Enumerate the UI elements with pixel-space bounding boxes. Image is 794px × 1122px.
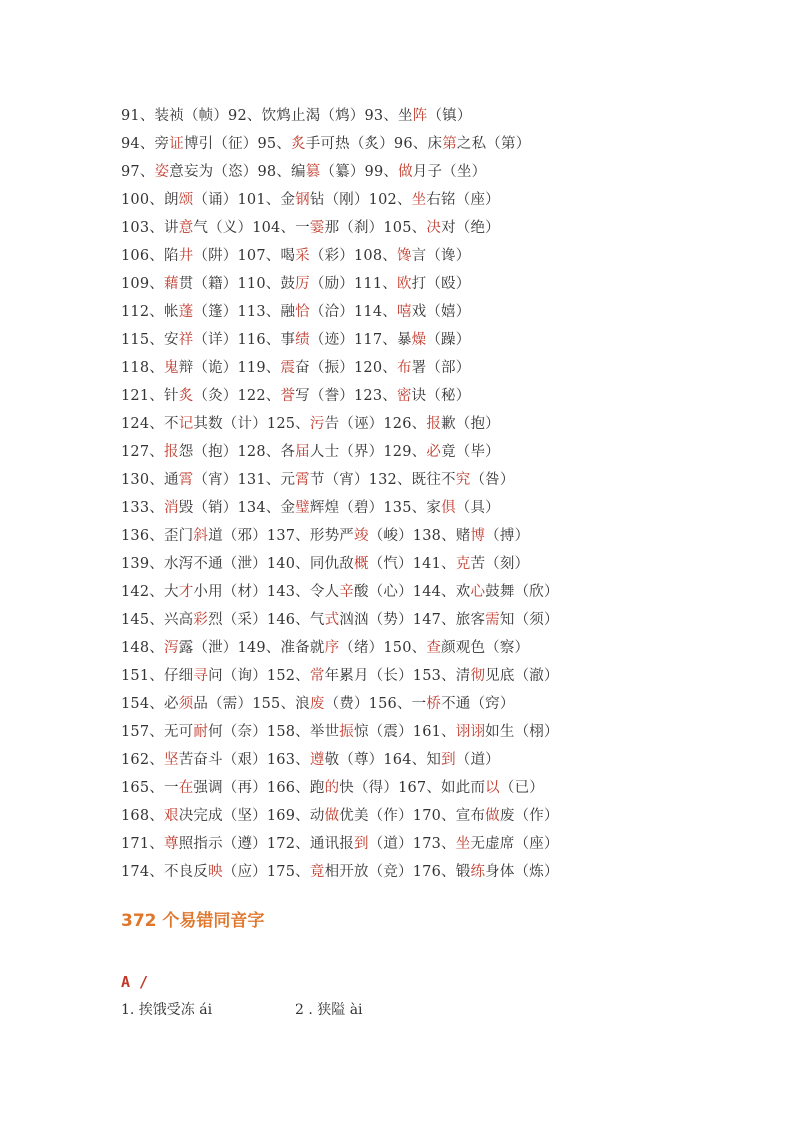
- error-character: 恰: [295, 304, 310, 320]
- line-text: 快（得）167、如此而: [339, 780, 486, 796]
- error-character: 映: [208, 864, 223, 880]
- line-text: （励）111、: [309, 276, 397, 292]
- list-line: [121, 494, 741, 522]
- entry-row: [121, 999, 363, 1021]
- error-character: 蓬: [178, 304, 194, 320]
- error-character: 做: [324, 808, 340, 824]
- line-text: （洽）114、: [309, 304, 397, 320]
- line-text: 142、大: [121, 584, 179, 600]
- line-text: 辉煌（碧）135、家: [309, 500, 442, 516]
- line-text: 歉（抱）: [441, 416, 500, 432]
- error-character: 藉: [163, 276, 179, 292]
- line-text: 168、: [121, 808, 164, 824]
- error-character: 寻: [193, 668, 209, 684]
- entry-item: 2 . 狭隘 ài: [295, 1002, 363, 1018]
- error-character: 废: [309, 696, 325, 712]
- error-character: 斜: [193, 528, 209, 544]
- line-text: 鼓舞（欣）: [485, 584, 559, 600]
- line-text: 124、不: [121, 416, 179, 432]
- line-text: 苦（刻）: [470, 556, 530, 572]
- error-character: 俱: [441, 500, 456, 516]
- error-character: 绩: [295, 332, 310, 348]
- error-character: 井: [178, 248, 194, 264]
- line-text: 意妄为（恣）98、编: [169, 164, 306, 180]
- line-text: （已）: [499, 780, 544, 796]
- list-line: [121, 858, 741, 886]
- line-text: （宵）131、元: [193, 472, 296, 488]
- line-text: 不通（窍）: [441, 696, 515, 712]
- error-character: 污: [309, 416, 325, 432]
- line-text: （彩）108、: [309, 248, 397, 264]
- error-character: 以: [485, 780, 500, 796]
- line-text: 身体（炼）: [485, 864, 559, 880]
- error-character: 璧: [295, 500, 310, 516]
- homophone-error-list: [121, 102, 741, 886]
- line-text: 优美（作）170、宣布: [339, 808, 486, 824]
- line-text: 知（须）: [499, 612, 559, 628]
- line-text: 如生（栩）: [485, 724, 559, 740]
- error-character: 祥: [178, 332, 194, 348]
- line-text: 174、不良反: [121, 864, 209, 880]
- line-text: 品（需）155、浪: [193, 696, 310, 712]
- line-text: （忾）141、: [368, 556, 456, 572]
- line-text: 109、: [121, 276, 164, 292]
- line-text: 气（义）104、一: [193, 220, 310, 236]
- error-character: 坐: [411, 192, 427, 208]
- group-letter-a: A /: [121, 973, 149, 991]
- line-text: 右铭（座）: [426, 192, 500, 208]
- line-text: 106、陷: [121, 248, 179, 264]
- line-text: （迹）117、暴: [309, 332, 412, 348]
- list-line: [121, 830, 741, 858]
- line-text: 其数（计）125、: [193, 416, 310, 432]
- line-text: （具）: [455, 500, 500, 516]
- error-character: 做: [485, 808, 500, 824]
- list-line: [121, 382, 741, 410]
- list-line: [121, 186, 741, 214]
- line-text: 废（作）: [499, 808, 559, 824]
- line-text: 署（部）: [411, 360, 471, 376]
- line-text: 贯（籍）110、鼓: [178, 276, 296, 292]
- error-character: 辛: [339, 584, 354, 600]
- error-character: 霎: [309, 220, 325, 236]
- line-text: （诵）101、金: [193, 192, 296, 208]
- line-text: （费）156、一: [324, 696, 427, 712]
- section-title: 372 个易错同音字: [121, 911, 265, 931]
- list-line: [121, 102, 741, 130]
- error-character: 常: [309, 668, 325, 684]
- error-character: 意: [178, 220, 194, 236]
- line-text: 121、针: [121, 388, 179, 404]
- line-text: 145、兴高: [121, 612, 194, 628]
- error-character: 到: [353, 836, 369, 852]
- line-text: 烈（采）146、气: [208, 612, 325, 628]
- error-character: 霄: [295, 472, 310, 488]
- list-line: [121, 466, 741, 494]
- line-text: 148、: [121, 640, 164, 656]
- error-character: 彩: [193, 612, 209, 628]
- line-text: 133、: [121, 500, 164, 516]
- line-text: 之私（第）: [456, 136, 531, 152]
- line-text: 奋（振）120、: [295, 360, 397, 376]
- error-character: 采: [295, 248, 310, 264]
- error-character: 到: [441, 752, 456, 768]
- list-line: [121, 690, 741, 718]
- error-character: 炙: [178, 388, 194, 404]
- error-character: 鬼: [163, 360, 179, 376]
- list-line: [121, 662, 741, 690]
- error-character: 炙: [291, 136, 306, 152]
- list-line: [121, 718, 741, 746]
- line-text: 年累月（长）153、清: [324, 668, 471, 684]
- line-text: 97、: [121, 164, 155, 180]
- line-text: （道）: [455, 752, 500, 768]
- line-text: 问（询）152、: [208, 668, 310, 684]
- error-character: 桥: [426, 696, 442, 712]
- list-line: [121, 242, 741, 270]
- list-line: [121, 774, 741, 802]
- error-character: 证: [169, 136, 184, 152]
- error-character: 的: [324, 780, 340, 796]
- error-character: 消: [163, 500, 179, 516]
- error-character: 在: [178, 780, 194, 796]
- line-text: 强调（再）166、跑: [193, 780, 325, 796]
- error-character: 誉: [280, 388, 296, 404]
- line-text: 154、必: [121, 696, 179, 712]
- line-text: 小用（材）143、令人: [193, 584, 340, 600]
- line-text: 何（奈）158、举世: [208, 724, 340, 740]
- line-text: 130、通: [121, 472, 179, 488]
- line-text: 打（殴）: [411, 276, 471, 292]
- list-line: [121, 438, 741, 466]
- line-text: 毁（销）134、金: [178, 500, 296, 516]
- line-text: 节（宵）132、既往不: [309, 472, 456, 488]
- list-line: [121, 802, 741, 830]
- line-text: 告（诬）126、: [324, 416, 427, 432]
- error-character: 艰: [163, 808, 179, 824]
- line-text: 151、仔细: [121, 668, 194, 684]
- line-text: 道（邪）137、形势严: [208, 528, 354, 544]
- line-text: （详）116、事: [193, 332, 296, 348]
- error-character: 燥: [411, 332, 427, 348]
- line-text: 诀（秘）: [411, 388, 471, 404]
- error-character: 需: [485, 612, 500, 628]
- line-text: 苦奋斗（艰）163、: [178, 752, 310, 768]
- error-character: 泻: [163, 640, 179, 656]
- error-character: 报: [426, 416, 442, 432]
- line-text: 手可热（炙）96、床: [305, 136, 443, 152]
- line-text: 对（绝）: [441, 220, 500, 236]
- error-character: 报: [163, 444, 179, 460]
- list-line: [121, 270, 741, 298]
- error-character: 彻: [470, 668, 486, 684]
- error-character: 查: [426, 640, 442, 656]
- line-text: 那（刹）105、: [324, 220, 427, 236]
- error-character: 尊: [163, 836, 179, 852]
- line-text: 165、一: [121, 780, 179, 796]
- list-line: [121, 298, 741, 326]
- line-text: 戏（嬉）: [411, 304, 471, 320]
- line-text: （应）175、: [222, 864, 310, 880]
- line-text: 钻（刚）102、: [309, 192, 412, 208]
- error-character: 须: [178, 696, 194, 712]
- error-character: 阵: [412, 108, 428, 124]
- error-character: 姿: [154, 164, 170, 180]
- line-text: 136、歪门: [121, 528, 194, 544]
- error-character: 概: [353, 556, 369, 572]
- line-text: 118、: [121, 360, 164, 376]
- line-text: 人士（界）129、: [309, 444, 427, 460]
- error-character: 嘻: [396, 304, 412, 320]
- error-character: 必: [426, 444, 442, 460]
- line-text: 惊（震）161、: [353, 724, 456, 740]
- line-text: （阱）107、喝: [193, 248, 296, 264]
- error-character: 才: [178, 584, 194, 600]
- error-character: 欧: [396, 276, 412, 292]
- line-text: 写（誊）123、: [295, 388, 397, 404]
- line-text: （镇）: [427, 108, 472, 124]
- error-character: 做: [398, 164, 413, 180]
- line-text: 100、朗: [121, 192, 179, 208]
- line-text: 103、讲: [121, 220, 179, 236]
- line-text: 怨（抱）128、各: [178, 444, 296, 460]
- error-character: 坐: [455, 836, 471, 852]
- line-text: 171、: [121, 836, 164, 852]
- error-character: 遵: [309, 752, 325, 768]
- line-text: 汹汹（势）147、旅客: [339, 612, 486, 628]
- line-text: 91、装祯（帧）92、饮鸩止渴（鸩）93、坐: [121, 108, 413, 124]
- list-line: [121, 634, 741, 662]
- error-character: 坚: [163, 752, 179, 768]
- error-character: 决: [426, 220, 442, 236]
- list-line: [121, 214, 741, 242]
- list-line: [121, 550, 741, 578]
- error-character: 竣: [353, 528, 369, 544]
- error-character: 诩诩: [455, 724, 486, 740]
- error-character: 博: [470, 528, 486, 544]
- line-text: 94、旁: [121, 136, 170, 152]
- error-character: 霄: [178, 472, 194, 488]
- line-text: 112、帐: [121, 304, 179, 320]
- line-text: （咎）: [470, 472, 515, 488]
- error-character: 届: [295, 444, 310, 460]
- list-line: [121, 410, 741, 438]
- error-character: 练: [470, 864, 486, 880]
- error-character: 式: [324, 612, 340, 628]
- line-text: 162、: [121, 752, 164, 768]
- error-character: 究: [455, 472, 471, 488]
- line-text: （搏）: [485, 528, 530, 544]
- list-line: [121, 606, 741, 634]
- error-character: 布: [396, 360, 412, 376]
- line-text: 敬（尊）164、知: [324, 752, 442, 768]
- line-text: 决完成（坚）169、动: [178, 808, 325, 824]
- line-text: 157、无可: [121, 724, 194, 740]
- line-text: 见底（澈）: [485, 668, 559, 684]
- line-text: 露（泄）149、准备就: [178, 640, 325, 656]
- error-character: 序: [324, 640, 340, 656]
- list-line: [121, 326, 741, 354]
- line-text: （峻）138、赌: [368, 528, 471, 544]
- line-text: （躁）: [426, 332, 471, 348]
- list-line: [121, 522, 741, 550]
- line-text: 照指示（遵）172、通讯报: [178, 836, 354, 852]
- list-line: [121, 578, 741, 606]
- list-line: [121, 746, 741, 774]
- list-line: [121, 158, 741, 186]
- list-line: [121, 354, 741, 382]
- error-character: 密: [396, 388, 412, 404]
- line-text: 月子（坐）: [412, 164, 487, 180]
- line-text: 言（谗）: [411, 248, 471, 264]
- list-line: [121, 130, 741, 158]
- line-text: 酸（心）144、欢: [353, 584, 471, 600]
- error-character: 振: [339, 724, 354, 740]
- entry-item: 1. 挨饿受冻 ái: [121, 1002, 213, 1018]
- error-character: 震: [280, 360, 296, 376]
- line-text: 无虚席（座）: [470, 836, 559, 852]
- error-character: 记: [178, 416, 194, 432]
- error-character: 第: [442, 136, 457, 152]
- error-character: 篡: [305, 164, 321, 180]
- line-text: （绪）150、: [339, 640, 427, 656]
- error-character: 颂: [178, 192, 194, 208]
- error-character: 竟: [309, 864, 325, 880]
- line-text: （道）173、: [368, 836, 456, 852]
- error-character: 厉: [295, 276, 310, 292]
- line-text: 辩（诡）119、: [178, 360, 281, 376]
- line-text: 博引（征）95、: [183, 136, 292, 152]
- line-text: 115、安: [121, 332, 179, 348]
- error-character: 克: [455, 556, 471, 572]
- line-text: 相开放（竞）176、锻: [324, 864, 471, 880]
- line-text: 139、水泻不通（泄）140、同仇敌: [121, 556, 354, 572]
- error-character: 耐: [193, 724, 209, 740]
- line-text: 竟（毕）: [441, 444, 500, 460]
- line-text: 颜观色（察）: [441, 640, 530, 656]
- error-character: 馋: [396, 248, 412, 264]
- error-character: 钢: [295, 192, 310, 208]
- line-text: 127、: [121, 444, 164, 460]
- line-text: （篷）113、融: [193, 304, 296, 320]
- error-character: 心: [470, 584, 486, 600]
- line-text: （灸）122、: [193, 388, 281, 404]
- line-text: （纂）99、: [320, 164, 399, 180]
